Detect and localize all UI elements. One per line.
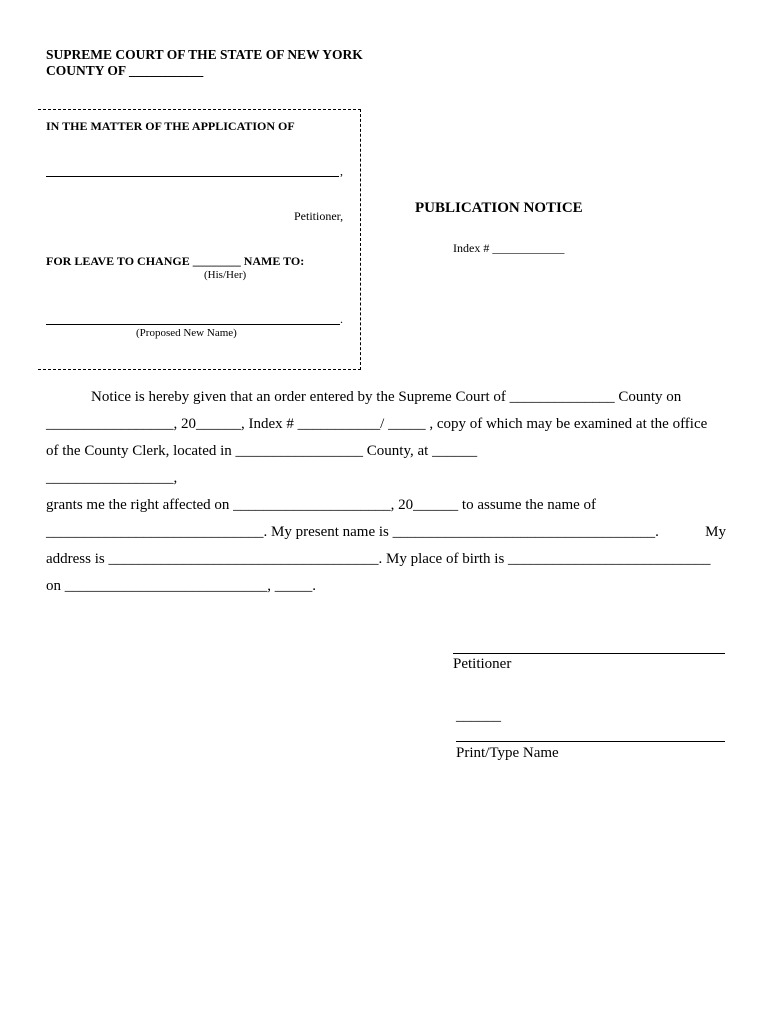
applicant-name-comma: , [340,164,343,178]
proposed-name-line [46,324,340,325]
print-name-line [456,741,725,742]
petitioner-caption-label: Petitioner, [294,209,344,223]
index-number-line: Index # ____________ [453,241,565,255]
notice-body [46,384,726,600]
petitioner-signature-label: Petitioner [453,656,512,672]
his-her-label: (His/Her) [204,269,247,281]
body-line-6 [46,519,726,546]
body-line-2: _________________, 20______, Index # ___________/ _____ , copy of which may be examined at the office [46,416,708,432]
body-line-5: grants me the right affected on _____________________, 20______ to assume the name of [46,497,597,513]
proposed-new-name-label: (Proposed New Name) [136,327,237,339]
body-line-6-left: _____________________________. My present name is ___________________________________. [46,524,659,540]
proposed-name-period: . [340,312,343,326]
short-blank-line: ______ [456,708,501,724]
body-line-3: of the County Clerk, located in _________________ County, at ______ [46,443,478,459]
body-line-8: on ___________________________, _____. [46,578,316,594]
petitioner-signature-line [453,653,725,654]
leave-to-change-line: FOR LEAVE TO CHANGE ________ NAME TO: [46,254,305,268]
matter-heading: IN THE MATTER OF THE APPLICATION OF [46,119,295,133]
body-line-4: _________________, [46,470,178,486]
county-line: COUNTY OF ___________ [46,63,204,78]
body-line-6-right: My [705,524,726,540]
body-line-1: Notice is hereby given that an order entered by the Supreme Court of ______________ County on [91,389,682,405]
applicant-name-line [46,176,339,177]
publication-notice-title: PUBLICATION NOTICE [415,200,583,216]
print-type-name-label: Print/Type Name [456,745,559,761]
court-header [46,47,363,79]
court-name: SUPREME COURT OF THE STATE OF NEW YORK [46,47,363,62]
body-line-7: address is ____________________________________. My place of birth is ___________________________ [46,551,711,567]
